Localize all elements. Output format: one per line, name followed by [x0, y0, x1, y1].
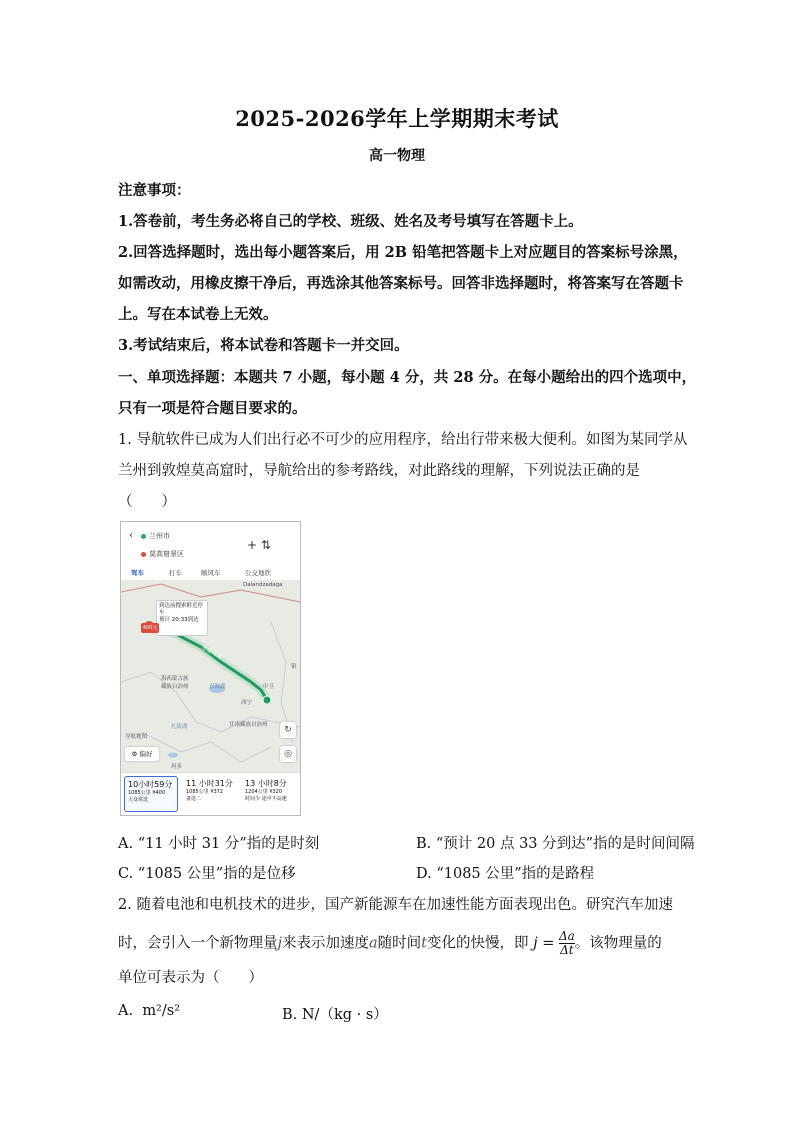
- settings-icon: ⚙: [131, 750, 138, 758]
- q2-stem-line-2: 时，会引入一个新物理量j来表示加速度a随时间t变化的快慢，即 j = $\frac{\Delta a}{\Delta t}$ 。该物理量的: [118, 929, 662, 957]
- q2-option-b: B. N/（kg · s）: [282, 1007, 388, 1023]
- map-label-zhongwei: 中卫: [263, 684, 275, 690]
- route-time: 11 小时31分: [186, 779, 233, 788]
- q1-option-a: A. “11 小时 31 分”指的是时刻: [118, 836, 320, 852]
- navigation-map-figure: [120, 521, 301, 816]
- var-t: t: [421, 935, 427, 952]
- route-option-3[interactable]: [242, 776, 296, 812]
- route-detail: 1085公里 ¥372: [186, 789, 224, 795]
- notice-item-3: 3.考试结束后，将本试卷和答题卡一并交回。: [118, 337, 409, 354]
- map-label-maduo: 玛多: [171, 764, 183, 770]
- map-label-xining: 西宁: [241, 700, 253, 706]
- q2-stem-line-1: 2. 随着电池和电机技术的进步，国产新能源车在加速性能方面表现出色。研究汽车加速: [118, 897, 673, 913]
- map-label-haixi-2: 藏族自治州: [161, 684, 189, 690]
- route-tag: 大众常选: [128, 797, 149, 803]
- preference-button[interactable]: [125, 747, 159, 761]
- q1-option-b: B. “预计 20 点 33 分到达”指的是时间间隔: [416, 836, 695, 852]
- arrival-info-card: [156, 600, 208, 636]
- tab-drive[interactable]: 驾车: [131, 569, 144, 577]
- map-label-highway: 连霍高速: [200, 644, 223, 661]
- jerk-formula: j = $\frac{\Delta a}{\Delta t}$: [533, 929, 575, 957]
- q2-stem-line-3: 单位可表示为（ ）: [118, 970, 263, 986]
- route-tag: 时间少 途中不高速: [245, 796, 287, 802]
- notice-item-1: 1.答卷前，考生务必将自己的学校、班级、姓名及考号填写在答题卡上。: [118, 213, 583, 230]
- refresh-icon[interactable]: ↻: [280, 722, 296, 738]
- q1-answer-blank: （ ）: [118, 494, 176, 510]
- var-j: j: [277, 935, 282, 952]
- locate-icon[interactable]: ◎: [280, 746, 296, 762]
- route-detail: 1085公里 ¥400: [128, 790, 166, 796]
- back-arrow-icon[interactable]: ‹: [129, 530, 133, 541]
- map-label-gannan: 甘南藏族自治州: [229, 722, 268, 728]
- q1-option-c: C. “1085 公里”指的是位移: [118, 866, 296, 882]
- page-title: 2025-2026学年上学期期末考试: [235, 106, 559, 131]
- map-label-qinghaihu: 青海湖: [209, 684, 226, 690]
- var-a: a: [369, 935, 378, 952]
- q1-option-d: D. “1085 公里”指的是路程: [416, 866, 595, 882]
- q1-stem-line-1: 1. 导航软件已成为人们出行必不可少的应用程序，给出行带来极大便利。如图为某同学从: [118, 432, 688, 448]
- tab-taxi[interactable]: 打车: [169, 569, 182, 577]
- formula-denominator: Δt: [560, 943, 574, 957]
- map-label-zhiling: 扎陵湖: [171, 724, 188, 730]
- q2-option-a: A. m²/s²: [118, 1003, 181, 1019]
- card-arrival-text: 预计 20:33到达: [159, 617, 199, 623]
- map-label-haixi: 海西蒙古族: [161, 676, 189, 682]
- route-tag: 备选二: [186, 796, 202, 802]
- map-label-yin: 银: [291, 664, 297, 670]
- route-time: 13 小时8分: [245, 779, 287, 788]
- route-option-1[interactable]: [124, 776, 178, 812]
- origin-label: 兰州市: [149, 532, 170, 540]
- origin-field[interactable]: [141, 531, 170, 541]
- price-pin: 400元: [142, 625, 158, 631]
- map-label-dalandzadgad: Dalandzadaga: [243, 582, 283, 588]
- section-heading-line-1: 一、单项选择题：本题共 7 小题，每小题 4 分，共 28 分。在每小题给出的四个选项中，: [118, 369, 697, 386]
- tab-transit[interactable]: 公交地铁: [245, 569, 271, 577]
- destination-label: 莫高窟景区: [149, 550, 184, 558]
- route-detail: 1204公里 ¥320: [245, 789, 283, 795]
- route-option-2[interactable]: [183, 776, 237, 812]
- subject-title: 高一物理: [369, 148, 425, 164]
- map-button-label[interactable]: 导航地图: [125, 734, 148, 740]
- notice-item-2-line-2: 如需改动，用橡皮擦干净后，再选涂其他答案标号。回答非选择题时，将答案写在答题卡: [118, 275, 684, 292]
- route-options: [121, 772, 300, 816]
- transport-mode-tabs: [121, 566, 300, 579]
- notice-item-2-line-3: 上。写在本试卷上无效。: [118, 306, 278, 323]
- notice-heading: 注意事项：: [118, 182, 191, 199]
- notice-item-2-line-1: 2.回答选择题时，选出每小题答案后，用 2B 铅笔把答题卡上对应题目的答案标号涂黑，: [118, 244, 688, 261]
- destination-field[interactable]: [141, 549, 184, 559]
- preference-label: 偏好: [139, 750, 153, 758]
- formula-numerator: Δa: [558, 929, 575, 943]
- q1-stem-line-2: 兰州到敦煌莫高窟时，导航给出的参考路线，对此路线的理解，下列说法正确的是: [118, 463, 640, 479]
- tab-carpool[interactable]: 顺风车: [201, 569, 221, 577]
- add-swap-icons[interactable]: + ⇅: [247, 538, 271, 552]
- map-search-header: [121, 522, 300, 580]
- route-time: 10小时59分: [128, 780, 173, 789]
- section-heading-line-2: 只有一项是符合题目要求的。: [118, 400, 307, 417]
- card-parking-text: 到达前搜索附近停车: [159, 603, 204, 616]
